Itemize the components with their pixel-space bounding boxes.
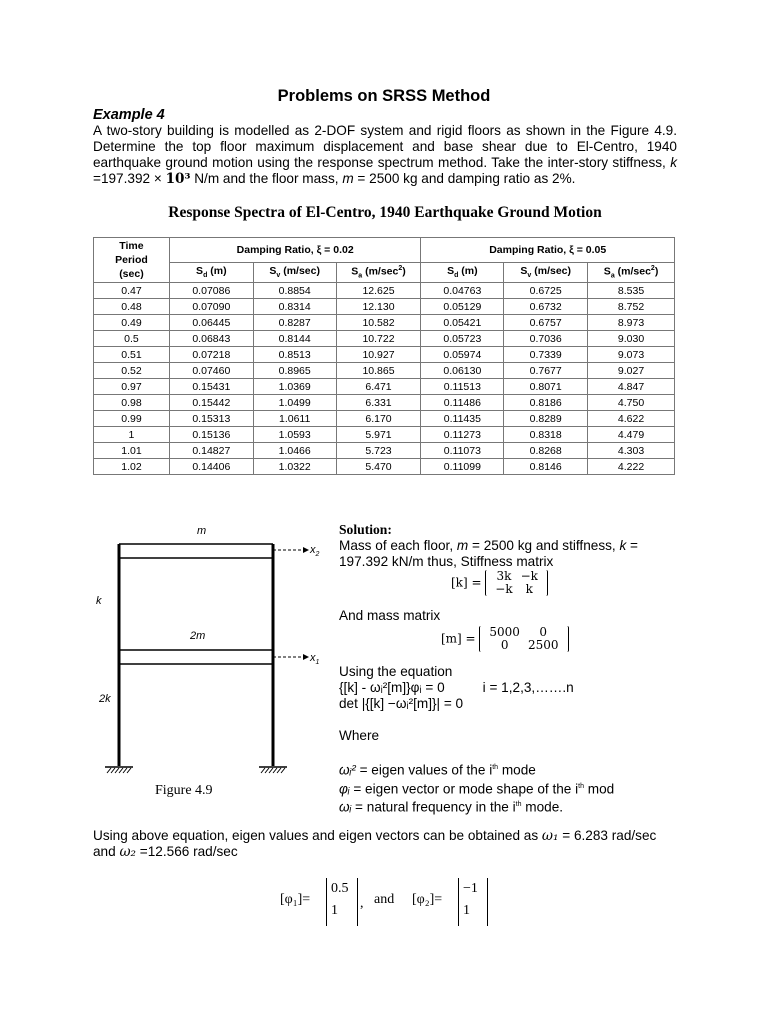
table-cell: 0.8071	[504, 379, 588, 395]
table-cell: 0.47	[94, 283, 170, 299]
table-cell: 0.8513	[253, 347, 336, 363]
table-row	[94, 459, 675, 475]
table-cell: 0.99	[94, 411, 170, 427]
table-row	[94, 331, 675, 347]
page-title: Problems on SRSS Method	[277, 87, 491, 105]
arrow-icon	[303, 547, 309, 553]
x2-label: $x_2$	[310, 544, 320, 558]
figure-caption: Figure 4.9	[155, 783, 213, 798]
mid-mass-label: 2m	[190, 630, 206, 642]
table-title: Response Spectra of El-Centro, 1940 Earthquake Ground Motion	[168, 204, 602, 221]
sd-header: $S_d$ (m)	[169, 263, 253, 283]
table-cell: 0.7677	[504, 363, 588, 379]
table-cell: 1.01	[94, 443, 170, 459]
table-cell: 1.02	[94, 459, 170, 475]
example-label: Example 4	[93, 107, 165, 123]
frame-figure	[93, 522, 328, 802]
table-cell: 0.05723	[421, 331, 504, 347]
table-cell: 0.8268	[504, 443, 588, 459]
table-cell: 1.0369	[253, 379, 336, 395]
table-row	[94, 427, 675, 443]
solution-line: Mass of each floor, m = 2500 kg and stiffness, k =	[339, 538, 638, 553]
table-cell: 0.05421	[421, 315, 504, 331]
sa-header: $S_a$ $(m/\sec^2)$	[336, 263, 421, 283]
damping-005-header: Damping Ratio, ξ = 0.05	[421, 238, 675, 263]
where-label: Where	[339, 728, 380, 743]
table-cell: 9.027	[588, 363, 675, 379]
table-cell: 4.303	[588, 443, 675, 459]
eigen-results-text: Using above equation, eigen values and eigen vectors can be obtained as ω₁ = 6.283 rad/sec and ω₂ =12.566 rad/sec	[93, 828, 657, 860]
table-cell: 0.04763	[421, 283, 504, 299]
table-cell: 0.14827	[169, 443, 253, 459]
table-cell: 0.8186	[504, 395, 588, 411]
table-cell: 8.752	[588, 299, 675, 315]
table-cell: 0.6732	[504, 299, 588, 315]
table-row	[94, 363, 675, 379]
stiffness-matrix: [k] = 3k −k −k k	[339, 570, 677, 602]
phi1-vector: 0.5 1	[326, 878, 358, 926]
definition-frequency: ωᵢ = natural frequency in the $i^{th}$ mode.	[339, 799, 564, 815]
damping-002-header: Damping Ratio, ξ = 0.02	[169, 238, 421, 263]
table-cell: 0.05129	[421, 299, 504, 315]
table-row	[94, 315, 675, 331]
table-cell: 5.723	[336, 443, 421, 459]
table-row	[94, 283, 675, 299]
table-cell: 0.06445	[169, 315, 253, 331]
det-equation: det |{[k] −ωᵢ²[m]}| = 0	[339, 696, 464, 711]
eigen-equation: {[k] - ωᵢ²[m]}φᵢ = 0 i = 1,2,3,…….n	[339, 680, 574, 695]
table-cell: 10.722	[336, 331, 421, 347]
table-row	[94, 347, 675, 363]
table-cell: 0.8314	[253, 299, 336, 315]
phi2-label: [φ₂]=	[412, 892, 443, 907]
sa-header: $S_a$ $(m/\sec^2)$	[588, 263, 675, 283]
table-row	[94, 443, 675, 459]
table-cell: 10.927	[336, 347, 421, 363]
definition-eigenvalue: ωᵢ² = eigen values of the $i^{th}$ mode	[339, 762, 536, 778]
table-cell: 4.750	[588, 395, 675, 411]
table-cell: 0.07090	[169, 299, 253, 315]
table-cell: 0.8318	[504, 427, 588, 443]
lower-stiffness-label: 2k	[99, 693, 111, 705]
table-cell: 0.48	[94, 299, 170, 315]
table-cell: 0.8146	[504, 459, 588, 475]
table-cell: 0.6725	[504, 283, 588, 299]
response-spectra-table	[93, 237, 675, 475]
sd-header: $S_d$ (m)	[421, 263, 504, 283]
table-cell: 0.8287	[253, 315, 336, 331]
table-cell: 0.11273	[421, 427, 504, 443]
table-cell: 1	[94, 427, 170, 443]
time-period-header: Time Period (sec)	[94, 238, 170, 283]
table-cell: 0.6757	[504, 315, 588, 331]
sv-header: $S_v$ (m/sec)	[504, 263, 588, 283]
solution-block	[339, 522, 677, 816]
table-cell: 4.622	[588, 411, 675, 427]
table-cell: 0.49	[94, 315, 170, 331]
table-cell: 12.625	[336, 283, 421, 299]
table-cell: 0.06130	[421, 363, 504, 379]
table-cell: 0.11099	[421, 459, 504, 475]
table-cell: 0.11513	[421, 379, 504, 395]
table-cell: 0.07460	[169, 363, 253, 379]
table-cell: 0.51	[94, 347, 170, 363]
table-row	[94, 395, 675, 411]
mode-shape-vectors: [φ₁]= 0.5 1 , and [φ₂]= −1 1	[280, 874, 500, 930]
table-cell: 0.11435	[421, 411, 504, 427]
definition-eigenvector: φᵢ = eigen vector or mode shape of the $i^{th}$ mod	[339, 781, 615, 797]
upper-stiffness-label: k	[96, 595, 102, 607]
table-cell: 10.865	[336, 363, 421, 379]
table-cell: 1.0466	[253, 443, 336, 459]
table-row	[94, 411, 675, 427]
table-cell: 0.52	[94, 363, 170, 379]
using-equation: Using the equation	[339, 664, 453, 679]
table-cell: 0.8289	[504, 411, 588, 427]
mass-matrix: [m] = 5000 0 0 2500	[339, 626, 677, 660]
mass-matrix-text: And mass matrix	[339, 608, 441, 623]
and-word: and	[374, 892, 395, 907]
table-cell: 0.15313	[169, 411, 253, 427]
table-cell: 0.06843	[169, 331, 253, 347]
phi2-vector: −1 1	[458, 878, 488, 926]
table-cell: 0.98	[94, 395, 170, 411]
table-cell: 4.222	[588, 459, 675, 475]
table-row	[94, 379, 675, 395]
phi1-label: [φ₁]=	[280, 892, 311, 907]
table-cell: 8.973	[588, 315, 675, 331]
table-cell: 0.8144	[253, 331, 336, 347]
table-cell: 1.0322	[253, 459, 336, 475]
table-cell: 0.07086	[169, 283, 253, 299]
top-mass-label: m	[197, 525, 207, 537]
table-cell: 0.97	[94, 379, 170, 395]
table-cell: 0.7036	[504, 331, 588, 347]
table-cell: 5.470	[336, 459, 421, 475]
table-cell: 0.15431	[169, 379, 253, 395]
table-cell: 10.582	[336, 315, 421, 331]
solution-line: 197.392 kN/m thus, Stiffness matrix	[339, 554, 554, 569]
table-cell: 0.8854	[253, 283, 336, 299]
table-cell: 0.8965	[253, 363, 336, 379]
table-cell: 9.030	[588, 331, 675, 347]
solution-heading: Solution:	[339, 522, 392, 537]
table-cell: 5.971	[336, 427, 421, 443]
table-cell: 4.847	[588, 379, 675, 395]
table-cell: 6.170	[336, 411, 421, 427]
table-cell: 0.11073	[421, 443, 504, 459]
table-cell: 0.11486	[421, 395, 504, 411]
sv-header: $S_v$ (m/sec)	[253, 263, 336, 283]
table-cell: 8.535	[588, 283, 675, 299]
table-cell: 0.15136	[169, 427, 253, 443]
table-cell: 1.0593	[253, 427, 336, 443]
table-cell: 0.05974	[421, 347, 504, 363]
table-cell: 0.5	[94, 331, 170, 347]
table-cell: 4.479	[588, 427, 675, 443]
table-cell: 9.073	[588, 347, 675, 363]
table-cell: 6.331	[336, 395, 421, 411]
table-cell: 0.07218	[169, 347, 253, 363]
table-cell: 12.130	[336, 299, 421, 315]
table-row	[94, 299, 675, 315]
arrow-icon	[303, 654, 309, 660]
table-cell: 1.0611	[253, 411, 336, 427]
table-cell: 1.0499	[253, 395, 336, 411]
table-cell: 6.471	[336, 379, 421, 395]
table-cell: 0.15442	[169, 395, 253, 411]
problem-statement: A two-story building is modelled as 2-DOF system and rigid floors as shown in the Figure 4.9. Determine the top floor maximum displacement and base shear due to El-Centro, 1940 earthquake ground motion using the response spectrum method. Take the inter-story stiffness, k =197.392 × 10³ N/m and the floor mass, m = 2500 kg and damping ratio as 2%.	[93, 123, 677, 187]
table-cell: 0.14406	[169, 459, 253, 475]
table-cell: 0.7339	[504, 347, 588, 363]
x1-label: $x_1$	[310, 652, 320, 666]
